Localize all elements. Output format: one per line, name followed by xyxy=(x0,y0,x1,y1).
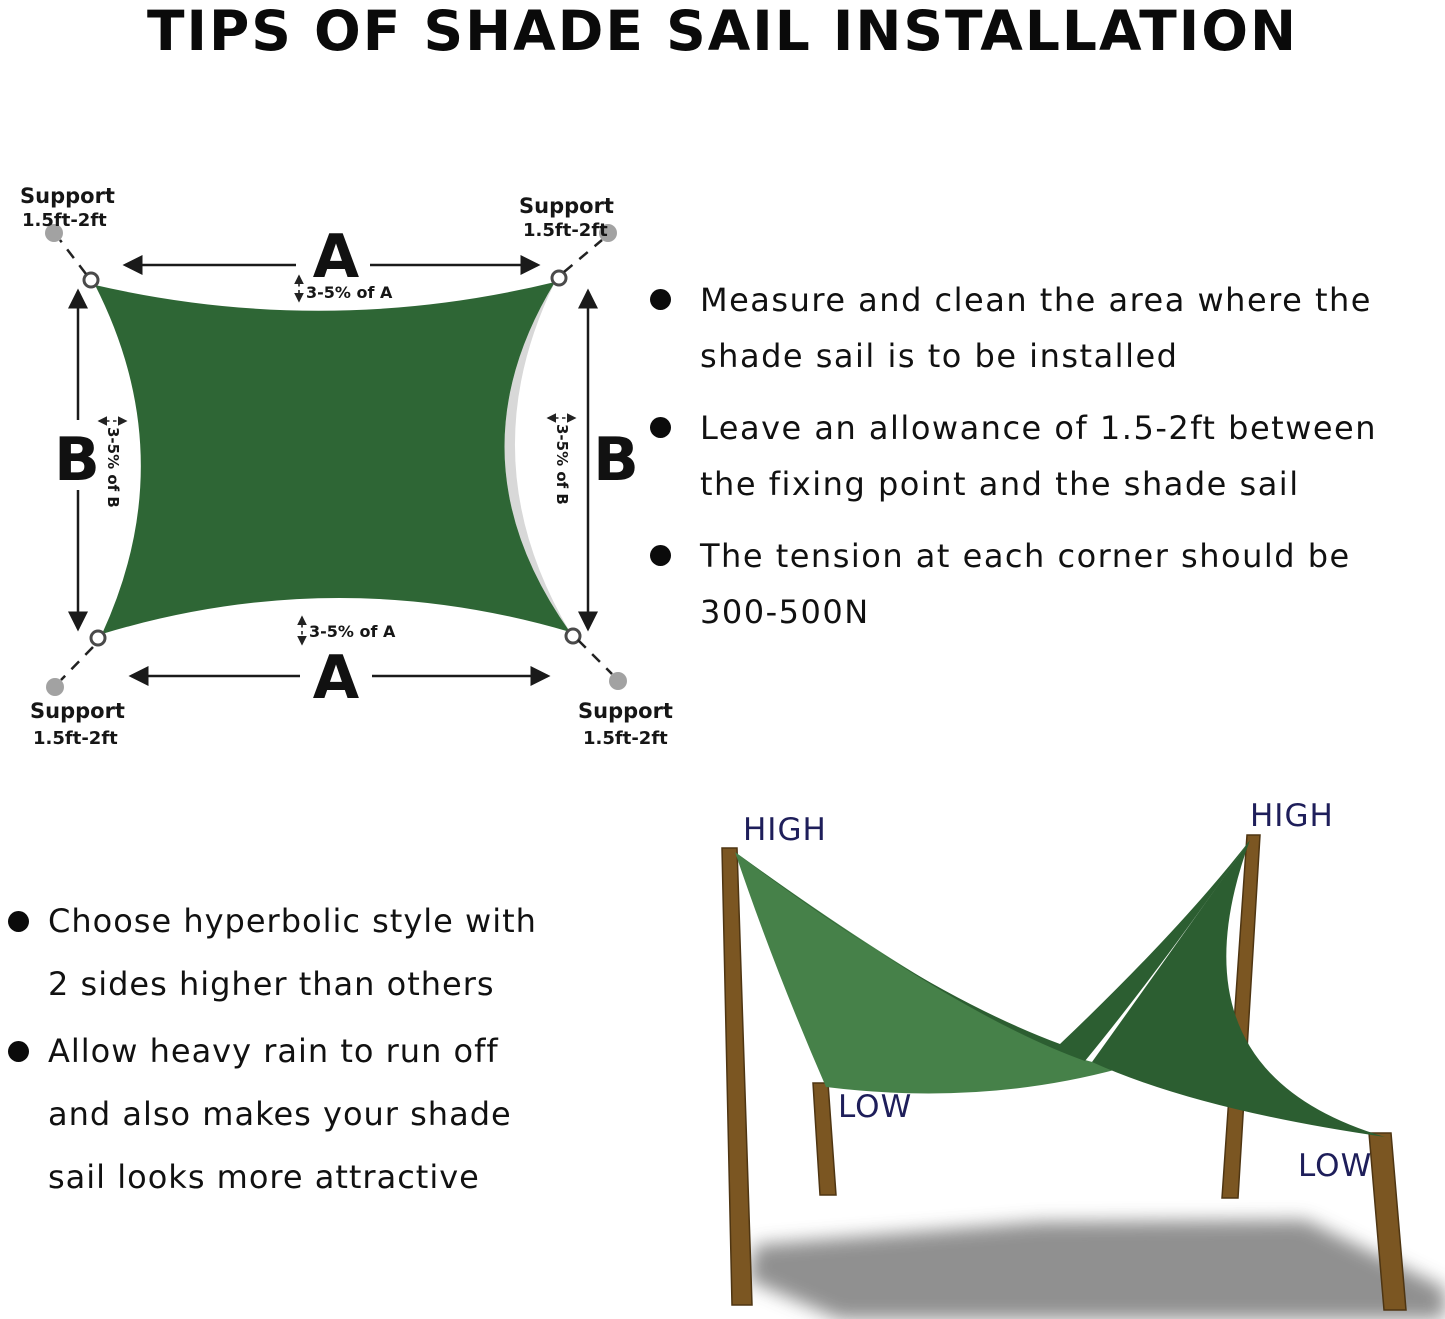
list-item xyxy=(650,528,1445,640)
tip-text: 300-500N xyxy=(700,593,870,631)
tie-line xyxy=(61,647,93,680)
support-dot-icon xyxy=(609,672,627,690)
low-label: LOW xyxy=(1298,1148,1373,1184)
page-title: TIPS OF SHADE SAIL INSTALLATION xyxy=(146,0,1299,63)
dim-a-label: A xyxy=(312,222,360,292)
hyperbolic-sail-illustration xyxy=(640,780,1445,1319)
sail-light-facet xyxy=(735,852,1118,1093)
support-label: Support xyxy=(20,184,115,208)
shade-sail-shape xyxy=(95,282,570,634)
bullet-icon xyxy=(8,1041,29,1062)
style-tips-list xyxy=(8,890,643,1213)
installation-tips-list xyxy=(650,272,1445,656)
tip-text: The tension at each corner should be xyxy=(700,537,1351,575)
post-low-left xyxy=(813,1083,836,1195)
support-distance-label: 1.5ft-2ft xyxy=(33,728,118,749)
allowance-a-label: 3-5% of A xyxy=(306,283,393,302)
ground-shadow xyxy=(748,1220,1445,1319)
high-label: HIGH xyxy=(743,812,827,848)
low-label: LOW xyxy=(838,1089,913,1125)
corner-ring-icon xyxy=(91,631,105,645)
tip-text: and also makes your shade xyxy=(48,1095,512,1133)
shade-sail-measurement-diagram xyxy=(0,170,680,750)
list-item xyxy=(650,272,1445,384)
tip-text: 2 sides higher than others xyxy=(48,965,495,1003)
corner-ring-icon xyxy=(84,273,98,287)
support-distance-label: 1.5ft-2ft xyxy=(583,728,668,749)
tie-line xyxy=(564,240,602,272)
bullet-icon xyxy=(650,417,671,438)
allowance-b-label: 3-5% of B xyxy=(104,427,122,508)
post-high-left xyxy=(722,848,752,1305)
support-dot-icon xyxy=(46,678,64,696)
tie-line xyxy=(60,240,86,274)
bullet-icon xyxy=(8,911,29,932)
allowance-b-label: 3-5% of B xyxy=(553,424,571,505)
dim-a-label: A xyxy=(312,643,360,713)
list-item xyxy=(8,1020,643,1209)
support-label: Support xyxy=(519,194,614,218)
corner-ring-icon xyxy=(552,271,566,285)
dim-b-label: B xyxy=(593,425,639,495)
support-label: Support xyxy=(578,699,673,723)
tip-text: the fixing point and the shade sail xyxy=(700,465,1300,503)
support-distance-label: 1.5ft-2ft xyxy=(22,210,107,231)
bullet-icon xyxy=(650,289,671,310)
tip-text: Choose hyperbolic style with xyxy=(48,902,537,940)
allowance-a-label: 3-5% of A xyxy=(309,622,396,641)
tie-line xyxy=(578,640,612,674)
list-item xyxy=(8,890,643,1016)
high-label: HIGH xyxy=(1250,798,1334,834)
list-item xyxy=(650,400,1445,512)
support-label: Support xyxy=(30,699,125,723)
support-distance-label: 1.5ft-2ft xyxy=(523,220,608,241)
tip-text: shade sail is to be installed xyxy=(700,337,1179,375)
tip-text: sail looks more attractive xyxy=(48,1158,480,1196)
tip-text: Measure and clean the area where the xyxy=(700,281,1372,319)
tip-text: Leave an allowance of 1.5-2ft between xyxy=(700,409,1378,447)
dim-b-label: B xyxy=(54,425,100,495)
bullet-icon xyxy=(650,545,671,566)
tip-text: Allow heavy rain to run off xyxy=(48,1032,499,1070)
